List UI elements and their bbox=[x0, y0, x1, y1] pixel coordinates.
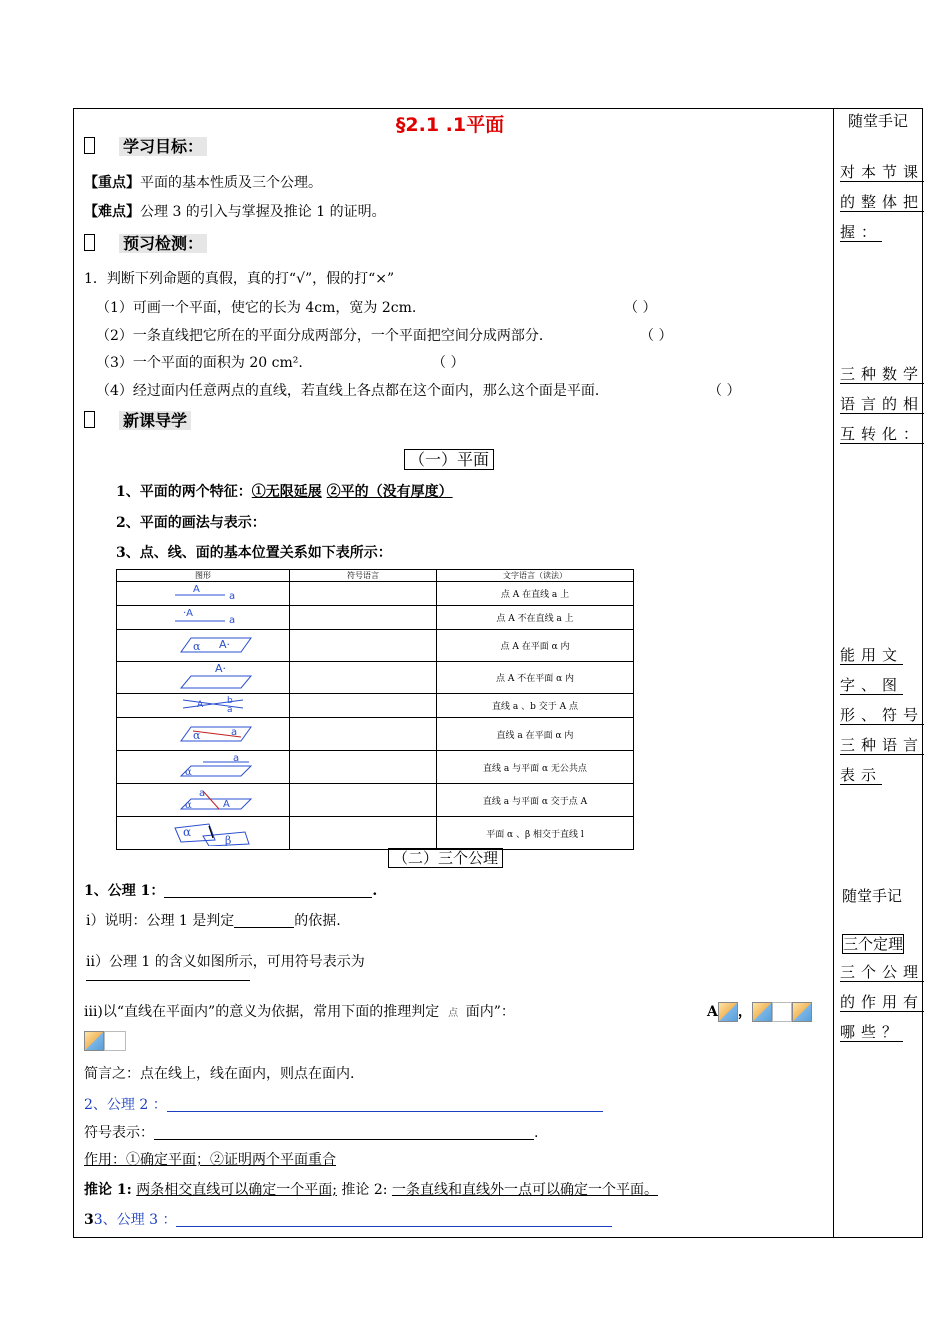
table-row bbox=[117, 694, 634, 718]
checkbox-icon bbox=[84, 137, 95, 154]
answer-paren-1[interactable]: （ ） bbox=[624, 300, 657, 316]
side-heading-1: 随堂手记 bbox=[848, 112, 909, 130]
text-cell: 直线 a 、b 交于 A 点 bbox=[437, 694, 634, 718]
axiom-3-blank[interactable] bbox=[176, 1212, 612, 1227]
text-cell: 直线 a 在平面 α 内 bbox=[437, 718, 634, 751]
side-note-4a: 三个定理 bbox=[843, 935, 904, 953]
svg-text:α: α bbox=[185, 799, 192, 811]
text-cell: 直线 a 与平面 α 交于点 A bbox=[437, 784, 634, 817]
image-placeholder-icon bbox=[792, 1002, 812, 1022]
preview-item-2: （2）一条直线把它所在的平面分成两部分，一个平面把空间分成两部分． bbox=[96, 328, 553, 344]
inference-image-2 bbox=[84, 1030, 126, 1051]
axiom-1-note-blank[interactable] bbox=[234, 913, 294, 928]
table-header: 文字语言（读法） bbox=[437, 570, 634, 582]
plane-features: 1、平面的两个特征：①无限延展 ②平的（没有厚度） bbox=[116, 484, 453, 500]
figure-cell bbox=[117, 606, 290, 630]
table-row bbox=[117, 718, 634, 751]
axiom-2-symbol-blank[interactable] bbox=[154, 1125, 534, 1140]
image-placeholder-icon bbox=[772, 1002, 792, 1022]
image-placeholder-icon bbox=[718, 1002, 738, 1022]
image-placeholder-icon bbox=[752, 1002, 772, 1022]
axiom-2-blank[interactable] bbox=[167, 1097, 603, 1112]
answer-paren-4[interactable]: （ ） bbox=[708, 383, 741, 399]
checkbox-icon bbox=[84, 234, 95, 251]
side-note-4b: 三个公理的作用有哪些？ bbox=[840, 963, 925, 1041]
line-in-plane-figure bbox=[153, 719, 253, 747]
table-row bbox=[117, 582, 634, 606]
svg-text:b: b bbox=[227, 696, 233, 706]
section-guide: 新课导学 bbox=[84, 408, 191, 431]
line-parallel-plane-figure bbox=[153, 752, 253, 780]
symbol-cell[interactable] bbox=[290, 694, 437, 718]
svg-text:A: A bbox=[223, 798, 230, 810]
svg-text:a: a bbox=[229, 615, 236, 626]
svg-text:α: α bbox=[183, 824, 192, 839]
text-cell: 点 A 在平面 α 内 bbox=[437, 630, 634, 662]
svg-text:A: A bbox=[193, 584, 200, 595]
page-title: §2.1 .1平面 bbox=[395, 114, 505, 136]
axiom-2: 2、公理 2 ： bbox=[84, 1094, 603, 1114]
corollaries: 推论 1: 两条相交直线可以确定一个平面; 推论 2: 一条直线和直线外一点可以确定一个平面。 bbox=[84, 1182, 658, 1198]
svg-text:β: β bbox=[225, 833, 232, 846]
preview-question: 1．判断下列命题的真假，真的打“√”，假的打“×” bbox=[84, 271, 395, 287]
table-row bbox=[117, 606, 634, 630]
side-note-2: 三种数学语言的相互转化： bbox=[840, 365, 925, 443]
answer-paren-3[interactable]: （ ） bbox=[432, 355, 465, 371]
svg-text:a: a bbox=[227, 705, 233, 714]
side-heading-2: 随堂手记 bbox=[842, 887, 903, 905]
text-cell: 点 A 不在直线 a 上 bbox=[437, 606, 634, 630]
axiom-1-note: ⅰ）说明：公理 1 是判定 的依据. bbox=[86, 913, 341, 929]
image-placeholder-icon bbox=[84, 1031, 104, 1051]
axiom-3: 33、公理 3 ： bbox=[84, 1209, 612, 1229]
svg-text:α: α bbox=[185, 766, 192, 778]
svg-text:a: a bbox=[231, 726, 238, 738]
table-header: 图形 bbox=[117, 570, 290, 582]
figure-cell bbox=[117, 694, 290, 718]
image-placeholder-icon bbox=[104, 1031, 126, 1051]
hard-point: 【难点】公理 3 的引入与掌握及推论 1 的证明。 bbox=[84, 204, 386, 220]
table-row bbox=[117, 817, 634, 850]
svg-text:A·: A· bbox=[219, 638, 231, 651]
axiom-1-inference: ⅲ)以“直线在平面内”的意义为依据，常用下面的推理判定 点 面内”： bbox=[84, 1004, 515, 1020]
side-note-3: 能用文字、图形、符号三种语言表示 bbox=[840, 646, 925, 784]
axiom-summary: 简言之：点在线上，线在面内，则点在面内. bbox=[84, 1066, 355, 1082]
text-cell: 点 A 在直线 a 上 bbox=[437, 582, 634, 606]
point-on-line-figure bbox=[153, 582, 253, 602]
table-row bbox=[117, 662, 634, 694]
position-relations: 3、点、线、面的基本位置关系如下表所示： bbox=[116, 545, 392, 561]
column-divider bbox=[833, 108, 834, 1238]
part1-heading: （一）平面 bbox=[404, 447, 494, 470]
figure-cell bbox=[117, 630, 290, 662]
figure-cell bbox=[117, 751, 290, 784]
axiom-1-blank[interactable] bbox=[164, 883, 372, 898]
line-intersects-plane-figure bbox=[153, 785, 253, 813]
axiom-2-use: 作用：①确定平面；②证明两个平面重合 bbox=[84, 1152, 336, 1168]
table-header: 符号语言 bbox=[290, 570, 437, 582]
plane-drawing: 2、平面的画法与表示： bbox=[116, 515, 266, 531]
inference-images: A ， bbox=[707, 1001, 812, 1022]
symbol-cell[interactable] bbox=[290, 817, 437, 850]
text-cell: 点 A 不在平面 α 内 bbox=[437, 662, 634, 694]
planes-intersect-figure bbox=[153, 818, 253, 846]
svg-text:α: α bbox=[193, 728, 201, 742]
svg-text:a: a bbox=[199, 787, 206, 799]
figure-cell bbox=[117, 662, 290, 694]
preview-item-4: （4）经过面内任意两点的直线，若直线上各点都在这个面内，那么这个面是平面． bbox=[96, 383, 609, 399]
checkbox-icon bbox=[84, 411, 95, 428]
preview-item-1: （1）可画一个平面，使它的长为 4cm，宽为 2cm. bbox=[96, 300, 417, 316]
table-row bbox=[117, 784, 634, 817]
text-cell: 直线 a 与平面 α 无公共点 bbox=[437, 751, 634, 784]
symbol-cell[interactable] bbox=[290, 784, 437, 817]
symbol-cell[interactable] bbox=[290, 582, 437, 606]
axiom-1: 1、公理 1： . bbox=[84, 883, 378, 899]
symbol-cell[interactable] bbox=[290, 718, 437, 751]
key-point: 【重点】平面的基本性质及三个公理。 bbox=[84, 175, 322, 191]
figure-cell bbox=[117, 784, 290, 817]
axiom-1-meaning-blank[interactable] bbox=[86, 980, 250, 981]
axiom-1-meaning: ⅱ）公理 1 的含义如图所示，可用符号表示为 bbox=[86, 954, 365, 970]
point-off-line-figure bbox=[153, 606, 253, 626]
svg-text:·A: ·A bbox=[183, 608, 194, 619]
text-cell: 平面 α 、β 相交于直线 l bbox=[437, 817, 634, 850]
symbol-cell[interactable] bbox=[290, 630, 437, 662]
relation-table bbox=[116, 569, 634, 850]
svg-text:A: A bbox=[197, 700, 204, 710]
table-row bbox=[117, 751, 634, 784]
symbol-cell[interactable] bbox=[290, 662, 437, 694]
symbol-cell[interactable] bbox=[290, 751, 437, 784]
preview-item-3: （3）一个平面的面积为 20 cm². bbox=[96, 355, 303, 371]
svg-text:a: a bbox=[233, 752, 240, 764]
point-off-plane-figure bbox=[153, 662, 253, 690]
answer-paren-2[interactable]: （ ） bbox=[640, 328, 673, 344]
side-note-1: 对本节课的整体把握： bbox=[840, 163, 925, 241]
symbol-cell[interactable] bbox=[290, 606, 437, 630]
point-in-plane-figure bbox=[153, 630, 253, 658]
svg-text:α: α bbox=[193, 640, 201, 653]
figure-cell bbox=[117, 817, 290, 850]
axiom-2-symbol: 符号表示： . bbox=[84, 1125, 539, 1141]
figure-cell bbox=[117, 718, 290, 751]
part2-heading: （二）三个公理 bbox=[388, 847, 503, 868]
intersecting-lines-figure bbox=[153, 694, 253, 714]
svg-text:A·: A· bbox=[215, 662, 227, 675]
svg-text:a: a bbox=[229, 591, 236, 602]
section-preview: 预习检测： bbox=[84, 231, 207, 254]
table-row bbox=[117, 630, 634, 662]
section-goals: 学习目标： bbox=[84, 134, 207, 157]
figure-cell bbox=[117, 582, 290, 606]
